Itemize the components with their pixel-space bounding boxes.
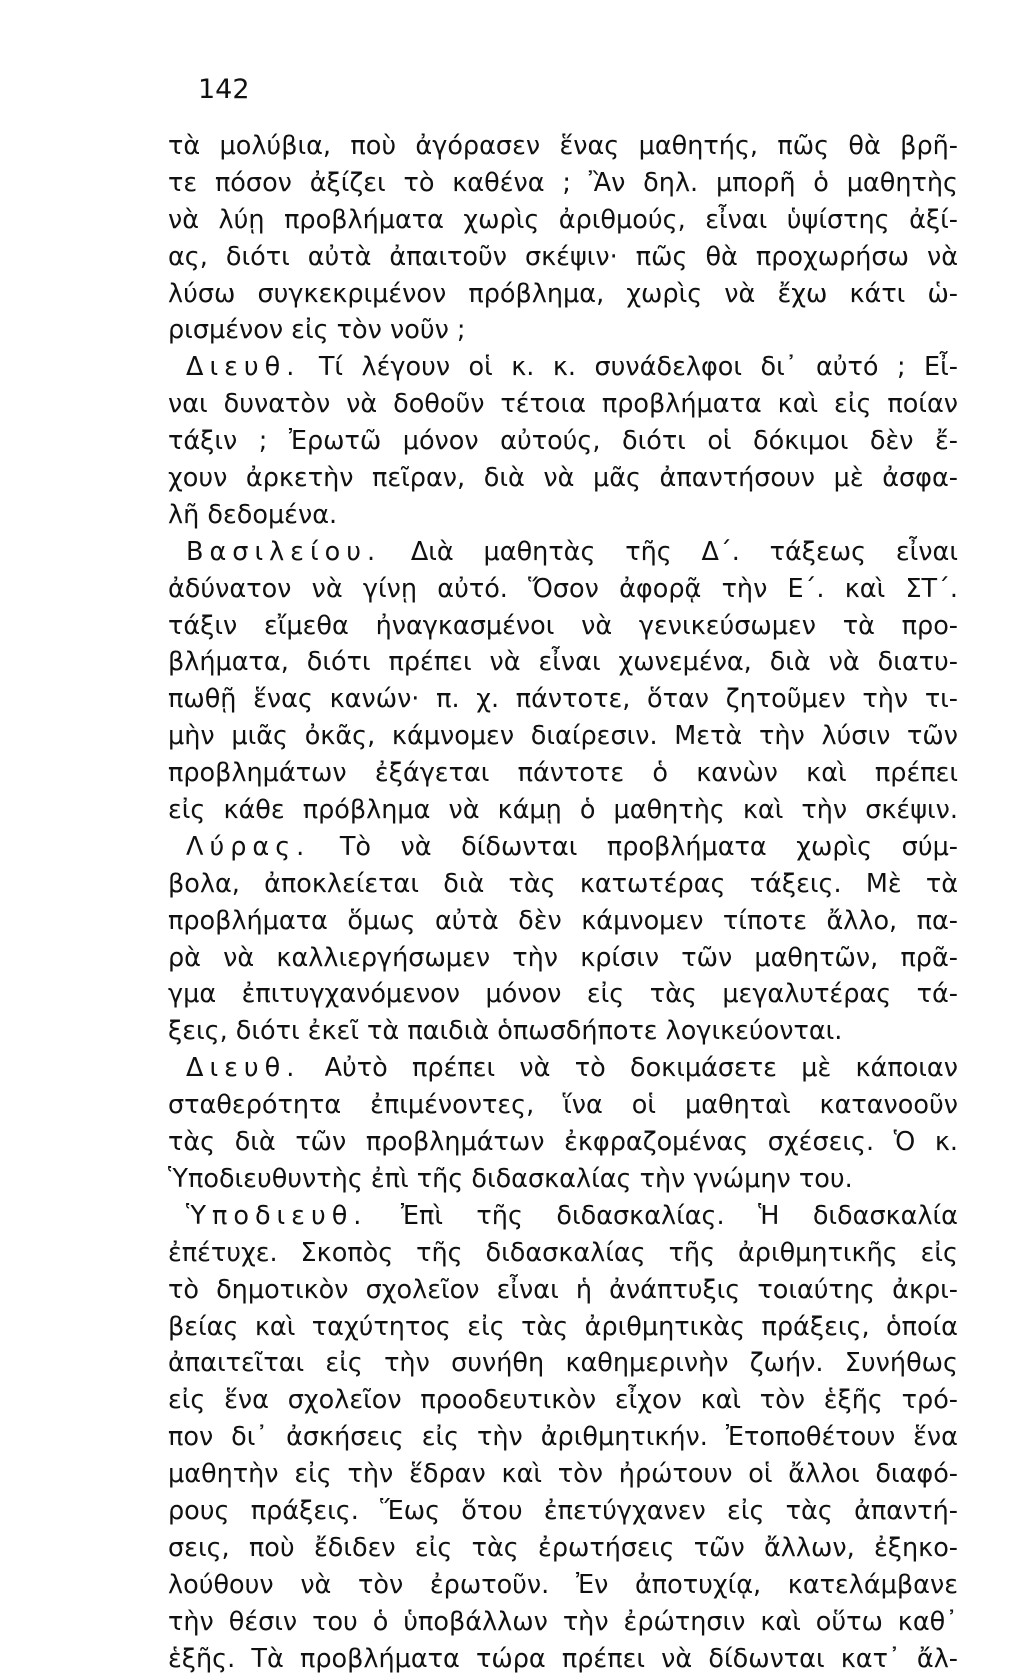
line-text: ας, διότι αὐτὰ ἀπαιτοῦν σκέψιν· πῶς θὰ προχωρήσω νὰ <box>168 241 958 272</box>
line-text: Αὐτὸ πρέπει νὰ τὸ δοκιμάσετε μὲ κάποιαν <box>300 1053 958 1084</box>
text-line <box>168 755 958 792</box>
line-text: τὴν θέσιν του ὁ ὑποβάλλων τὴν ἐρώτησιν καὶ οὕτω καθ᾽ <box>168 1606 958 1637</box>
line-text: βολα, ἀποκλείεται διὰ τὰς κατωτέρας τάξεις. Μὲ τὰ <box>168 868 958 899</box>
line-text: σεις, ποὺ ἔδιδεν εἰς τὰς ἐρωτήσεις τῶν ἄλλων, ἐξηκο- <box>168 1532 958 1563</box>
line-text: βείας καὶ ταχύτητος εἰς τὰς ἀριθμητικὰς πράξεις, ὁποία <box>168 1311 958 1342</box>
line-text: εἰς ἕνα σχολεῖον προοδευτικὸν εἶχον καὶ τὸν ἑξῆς τρό- <box>168 1385 958 1416</box>
text-line <box>168 866 958 903</box>
text-line <box>168 386 958 423</box>
text-line <box>168 940 958 977</box>
text-line <box>168 608 958 645</box>
line-text: τάξιν εἴμεθα ἠναγκασμένοι νὰ γενικεύσωμεν τὰ προ- <box>168 610 958 641</box>
line-text: Διὰ μαθητὰς τῆς Δ΄. τάξεως εἶναι <box>381 536 958 567</box>
line-text: βλήματα, διότι πρέπει νὰ εἶναι χωνεμένα, διὰ νὰ διατυ- <box>168 647 958 678</box>
text-line <box>168 534 958 571</box>
text-line <box>168 976 958 1013</box>
text-line <box>168 571 958 608</box>
text-line <box>168 718 958 755</box>
text-line <box>168 1419 958 1456</box>
line-text: πον δι᾽ ἀσκήσεις εἰς τὴν ἀριθμητικήν. Ἐτοποθέτουν ἕνα <box>168 1422 958 1453</box>
speaker-name: Διευθ. <box>186 352 301 383</box>
line-text: τὰς διὰ τῶν προβλημάτων ἐκφραζομένας σχέσεις. Ὁ κ. <box>168 1127 958 1158</box>
page-number: 142 <box>198 74 250 105</box>
line-text: ξεις, διότι ἐκεῖ τὰ παιδιὰ ὁπωσδήποτε λογικεύονται. <box>168 1016 843 1047</box>
line-text: εἰς κάθε πρόβλημα νὰ κάμῃ ὁ μαθητὴς καὶ τὴν σκέψιν. <box>168 795 958 826</box>
line-text: τὸ δημοτικὸν σχολεῖον εἶναι ἡ ἀνάπτυξις τοιαύτης ἀκρι- <box>168 1274 958 1305</box>
text-line <box>168 1493 958 1530</box>
text-line <box>168 497 958 534</box>
text-line <box>168 1050 958 1087</box>
line-text: λύσω συγκεκριμένον πρόβλημα, χωρὶς νὰ ἔχω κάτι ὡ- <box>168 278 958 309</box>
line-text: Ἐπὶ τῆς διδασκαλίας. Ἡ διδασκαλία <box>367 1200 958 1231</box>
text-line <box>168 460 958 497</box>
text-line <box>168 239 958 276</box>
text-line <box>168 1124 958 1161</box>
line-text: προβλημάτων ἐξάγεται πάντοτε ὁ κανὼν καὶ πρέπει <box>168 758 958 789</box>
line-text: προβλήματα ὅμως αὐτὰ δὲν κάμνομεν τίποτε ἄλλο, πα- <box>168 905 958 936</box>
text-line <box>168 1272 958 1309</box>
line-text: λῆ δεδομένα. <box>168 499 338 530</box>
line-text: ρισμένον εἰς τὸν νοῦν ; <box>168 315 466 346</box>
line-text: νὰ λύῃ προβλήματα χωρὶς ἀριθμούς, εἶναι ὑψίστης ἀξί- <box>168 204 958 235</box>
line-text: χουν ἀρκετὴν πεῖραν, διὰ νὰ μᾶς ἀπαντήσουν μὲ ἀσφα- <box>168 463 958 494</box>
line-text: μαθητὴν εἰς τὴν ἕδραν καὶ τὸν ἠρώτουν οἱ ἄλλοι διαφό- <box>168 1459 958 1490</box>
line-text: ναι δυνατὸν νὰ δοθοῦν τέτοια προβλήματα καὶ εἰς ποίαν <box>168 389 958 420</box>
line-text: λούθουν νὰ τὸν ἐρωτοῦν. Ἐν ἀποτυχίᾳ, κατελάμβανε <box>168 1569 958 1600</box>
line-text: γμα ἐπιτυγχανόμενον μόνον εἰς τὰς μεγαλυτέρας τά- <box>168 979 958 1010</box>
text-line <box>168 312 958 349</box>
line-text: τὰ μολύβια, ποὺ ἀγόρασεν ἕνας μαθητής, πῶς θὰ βρῆ- <box>168 131 958 161</box>
line-text: ἑξῆς. Τὰ προβλήματα τώρα πρέπει νὰ δίδωνται κατ᾽ ἄλ- <box>168 1643 958 1674</box>
text-line <box>168 1641 958 1677</box>
line-text: σταθερότητα ἐπιμένοντες, ἵνα οἱ μαθηταὶ κατανοοῦν <box>168 1090 958 1121</box>
text-line <box>168 423 958 460</box>
line-text: ἀπαιτεῖται εἰς τὴν συνήθη καθημερινὴν ζωήν. Συνήθως <box>168 1348 958 1379</box>
text-line <box>168 1087 958 1124</box>
text-line <box>168 202 958 239</box>
line-text: ρους πράξεις. Ἕως ὅτου ἐπετύγχανεν εἰς τὰς ἀπαντή- <box>168 1495 958 1526</box>
text-line <box>168 903 958 940</box>
line-text: τε πόσον ἀξίζει τὸ καθένα ; Ἂν δηλ. μπορῆ ὁ μαθητὴς <box>168 167 958 198</box>
text-line <box>168 1382 958 1419</box>
text-line <box>168 1235 958 1272</box>
text-line <box>168 644 958 681</box>
text-line <box>168 1309 958 1346</box>
line-text: τάξιν ; Ἐρωτῶ μόνον αὐτούς, διότι οἱ δόκιμοι δὲν ἔ- <box>168 426 958 457</box>
line-text: ἀδύνατον νὰ γίνῃ αὐτό. Ὅσον ἀφορᾷ τὴν Ε΄. καὶ ΣΤ΄. <box>168 573 958 604</box>
speaker-name: Διευθ. <box>186 1053 301 1084</box>
text-line <box>168 1198 958 1235</box>
text-line <box>168 1567 958 1604</box>
text-line <box>168 829 958 866</box>
text-line <box>168 1013 958 1050</box>
text-line <box>168 165 958 202</box>
speaker-name: Ὑποδιευθ. <box>186 1200 368 1231</box>
text-line <box>168 1530 958 1567</box>
text-line <box>168 792 958 829</box>
line-text: πωθῇ ἕνας κανών· π. χ. πάντοτε, ὅταν ζητοῦμεν τὴν τι- <box>168 684 958 715</box>
line-text: Ὑποδιευθυντὴς ἐπὶ τῆς διδασκαλίας τὴν γνώμην του. <box>168 1163 853 1194</box>
line-text: μὴν μιᾶς ὀκᾶς, κάμνομεν διαίρεσιν. Μετὰ τὴν λύσιν τῶν <box>168 721 958 752</box>
text-line <box>168 681 958 718</box>
speaker-name: Βασιλείου. <box>186 536 382 567</box>
text-line <box>168 1161 958 1198</box>
body-text <box>168 128 958 1677</box>
line-text: ρὰ νὰ καλλιεργήσωμεν τὴν κρίσιν τῶν μαθητῶν, πρᾶ- <box>168 942 958 973</box>
text-line <box>168 128 958 165</box>
text-line <box>168 1345 958 1382</box>
text-line <box>168 276 958 313</box>
text-line <box>168 1456 958 1493</box>
text-line <box>168 349 958 386</box>
speaker-name: Λύρας. <box>186 831 311 862</box>
line-text: Τί λέγουν οἱ κ. κ. συνάδελφοι δι᾽ αὐτό ; Εἶ- <box>300 352 958 383</box>
line-text: ἐπέτυχε. Σκοπὸς τῆς διδασκαλίας τῆς ἀριθμητικῆς εἰς <box>168 1237 958 1268</box>
text-line <box>168 1604 958 1641</box>
line-text: Τὸ νὰ δίδωνται προβλήματα χωρὶς σύμ- <box>310 831 958 862</box>
